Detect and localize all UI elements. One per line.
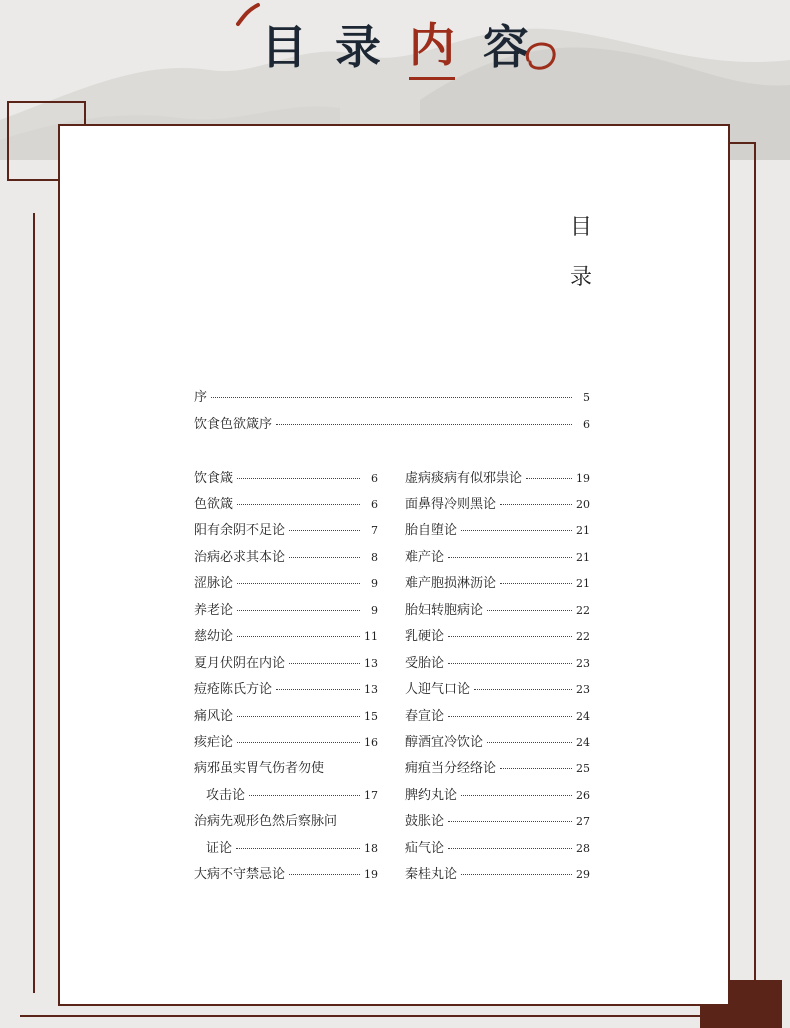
leader-dots xyxy=(289,557,360,558)
frame-bottom-line xyxy=(20,1015,710,1017)
toc-entry-label: 序 xyxy=(194,390,208,405)
leader-dots xyxy=(526,478,572,479)
leader-dots xyxy=(448,636,572,637)
leader-dots xyxy=(237,636,360,637)
leader-dots xyxy=(237,742,360,743)
toc-entry-page: 20 xyxy=(576,498,590,511)
toc-entry-page: 9 xyxy=(371,604,378,617)
toc-entry-page: 18 xyxy=(364,842,378,855)
toc-entry-label: 难产论 xyxy=(405,550,445,565)
toc-entry-label: 阳有余阴不足论 xyxy=(194,523,286,538)
header-title-char-4: 容 xyxy=(483,20,529,74)
header-title-char-1: 目 xyxy=(261,20,307,74)
toc-entry-label: 疝气论 xyxy=(405,841,445,856)
toc-entry-left-12[interactable] xyxy=(206,784,378,803)
toc-entry-right-10[interactable] xyxy=(405,705,590,724)
toc-entry-left-10[interactable] xyxy=(194,705,378,724)
leader-dots xyxy=(448,716,572,717)
toc-entry-page: 6 xyxy=(371,472,378,485)
toc-page xyxy=(58,124,730,1006)
leader-dots xyxy=(461,530,572,531)
leader-dots xyxy=(448,848,572,849)
toc-entry-label: 痘疮陈氏方论 xyxy=(194,682,273,697)
toc-entry-right-4[interactable] xyxy=(405,546,590,565)
brush-stroke-icon xyxy=(234,2,264,28)
toc-entry-right-13[interactable] xyxy=(405,784,590,803)
leader-dots xyxy=(237,504,360,505)
toc-entry-right-9[interactable] xyxy=(405,678,590,697)
toc-entry-page: 16 xyxy=(364,736,378,749)
toc-entry-right-8[interactable] xyxy=(405,652,590,671)
toc-entry-page: 27 xyxy=(576,815,590,828)
leader-dots xyxy=(487,610,572,611)
toc-entry-right-1[interactable] xyxy=(405,467,590,486)
toc-entry-label: 胎妇转胞病论 xyxy=(405,603,484,618)
toc-entry-page: 15 xyxy=(364,710,378,723)
toc-entry-label: 饮食箴 xyxy=(194,471,234,486)
toc-entry-page: 11 xyxy=(364,630,378,643)
toc-entry-left-14[interactable] xyxy=(194,863,378,882)
toc-entry-page: 19 xyxy=(364,868,378,881)
toc-entry-left-13-line1[interactable]: 治病先观形色然后察脉问 xyxy=(194,814,338,829)
leader-dots xyxy=(461,795,572,796)
toc-entry-page: 25 xyxy=(576,762,590,775)
toc-entry-page: 21 xyxy=(576,577,590,590)
toc-entry-right-14[interactable] xyxy=(405,810,590,829)
leader-dots xyxy=(237,478,360,479)
leader-dots xyxy=(448,663,572,664)
toc-entry-label: 春宣论 xyxy=(405,709,445,724)
toc-entry-label: 夏月伏阴在内论 xyxy=(194,656,286,671)
toc-entry-label: 鼓胀论 xyxy=(405,814,445,829)
toc-entry-page: 26 xyxy=(576,789,590,802)
leader-dots xyxy=(276,689,360,690)
leader-dots xyxy=(237,610,360,611)
leader-dots xyxy=(289,874,360,875)
toc-entry-right-15[interactable] xyxy=(405,837,590,856)
toc-entry-preface[interactable] xyxy=(194,386,590,405)
toc-entry-label: 色欲箴 xyxy=(194,497,234,512)
toc-entry-label: 痎疟论 xyxy=(194,735,234,750)
toc-heading-char-1: 目 xyxy=(569,215,592,240)
toc-heading-char-2: 录 xyxy=(569,265,592,290)
toc-entry-page: 23 xyxy=(576,657,590,670)
toc-entry-label: 养老论 xyxy=(194,603,234,618)
toc-entry-page: 21 xyxy=(576,551,590,564)
toc-entry-label: 证论 xyxy=(206,841,233,856)
toc-entry-right-11[interactable] xyxy=(405,731,590,750)
header-title-char-3: 内 xyxy=(409,9,455,80)
leader-dots xyxy=(500,583,572,584)
toc-entry-label: 人迎气口论 xyxy=(405,682,471,697)
toc-entry-label: 痛风论 xyxy=(194,709,234,724)
toc-entry-page: 13 xyxy=(364,683,378,696)
toc-entry-label: 醇酒宜冷饮论 xyxy=(405,735,484,750)
leader-dots xyxy=(448,557,572,558)
toc-entry-right-5[interactable] xyxy=(405,572,590,591)
toc-entry-right-7[interactable] xyxy=(405,625,590,644)
toc-entry-left-7[interactable] xyxy=(194,625,378,644)
toc-entry-page: 24 xyxy=(576,710,590,723)
toc-entry-label: 秦桂丸论 xyxy=(405,867,458,882)
toc-entry-label: 胎自堕论 xyxy=(405,523,458,538)
toc-entry-label: 慈幼论 xyxy=(194,629,234,644)
toc-entry-page: 8 xyxy=(371,551,378,564)
toc-entry-label: 饮食色欲箴序 xyxy=(194,417,273,432)
toc-entry-page: 19 xyxy=(576,472,590,485)
toc-entry-label: 难产胞损淋沥论 xyxy=(405,576,497,591)
toc-entry-right-6[interactable] xyxy=(405,599,590,618)
toc-heading xyxy=(566,203,596,303)
toc-entry-left-6[interactable] xyxy=(194,599,378,618)
toc-entry-page: 22 xyxy=(576,630,590,643)
frame-left-line xyxy=(33,213,35,993)
leader-dots xyxy=(211,397,572,398)
toc-entry-left-3[interactable] xyxy=(194,519,378,538)
toc-entry-label: 脾约丸论 xyxy=(405,788,458,803)
leader-dots xyxy=(474,689,572,690)
toc-entry-label: 治病必求其本论 xyxy=(194,550,286,565)
toc-entry-page: 24 xyxy=(576,736,590,749)
toc-entry-left-8[interactable] xyxy=(194,652,378,671)
leader-dots xyxy=(487,742,572,743)
toc-entry-page: 23 xyxy=(576,683,590,696)
header-title-char-2: 录 xyxy=(335,20,381,74)
toc-entry-right-3[interactable] xyxy=(405,519,590,538)
toc-entry-label: 面鼻得冷则黑论 xyxy=(405,497,497,512)
toc-entry-left-11[interactable] xyxy=(194,731,378,750)
toc-entry-label: 攻击论 xyxy=(206,788,246,803)
toc-entry-page: 29 xyxy=(576,868,590,881)
leader-dots xyxy=(276,424,572,425)
leader-dots xyxy=(500,504,572,505)
leader-dots xyxy=(237,716,360,717)
toc-entry-page: 22 xyxy=(576,604,590,617)
toc-entry-page: 6 xyxy=(371,498,378,511)
toc-entry-page: 5 xyxy=(583,391,590,404)
toc-entry-label: 大病不守禁忌论 xyxy=(194,867,286,882)
toc-entry-left-4[interactable] xyxy=(194,546,378,565)
toc-entry-left-9[interactable] xyxy=(194,678,378,697)
toc-entry-label: 涩脉论 xyxy=(194,576,234,591)
toc-entry-page: 6 xyxy=(583,418,590,431)
toc-entry-left-12-line1[interactable]: 病邪虽实胃气伤者勿使 xyxy=(194,761,325,776)
frame-right-back xyxy=(730,142,756,992)
toc-entry-label: 乳硬论 xyxy=(405,629,445,644)
leader-dots xyxy=(237,583,360,584)
leader-dots xyxy=(461,874,572,875)
leader-dots xyxy=(448,821,572,822)
toc-entry-label: 痈疽当分经络论 xyxy=(405,761,497,776)
leader-dots xyxy=(249,795,360,796)
toc-entry-right-12[interactable] xyxy=(405,757,590,776)
toc-entry-left-13[interactable] xyxy=(206,837,378,856)
toc-entry-page: 28 xyxy=(576,842,590,855)
toc-entry-left-5[interactable] xyxy=(194,572,378,591)
leader-dots xyxy=(289,530,360,531)
leader-dots xyxy=(289,663,360,664)
toc-entry-right-16[interactable] xyxy=(405,863,590,882)
leader-dots xyxy=(236,848,360,849)
toc-entry-page: 21 xyxy=(576,524,590,537)
toc-entry-preface-2[interactable] xyxy=(194,413,590,432)
toc-entry-right-2[interactable] xyxy=(405,493,590,512)
toc-entry-page: 9 xyxy=(371,577,378,590)
toc-entry-label: 虚病痰病有似邪祟论 xyxy=(405,471,523,486)
toc-entry-left-2[interactable] xyxy=(194,493,378,512)
toc-entry-label: 受胎论 xyxy=(405,656,445,671)
brush-ring-icon xyxy=(520,36,560,76)
header-title xyxy=(0,4,790,84)
leader-dots xyxy=(500,768,572,769)
toc-entry-page: 13 xyxy=(364,657,378,670)
toc-entry-page: 7 xyxy=(371,524,378,537)
toc-entry-page: 17 xyxy=(364,789,378,802)
toc-entry-left-1[interactable] xyxy=(194,467,378,486)
